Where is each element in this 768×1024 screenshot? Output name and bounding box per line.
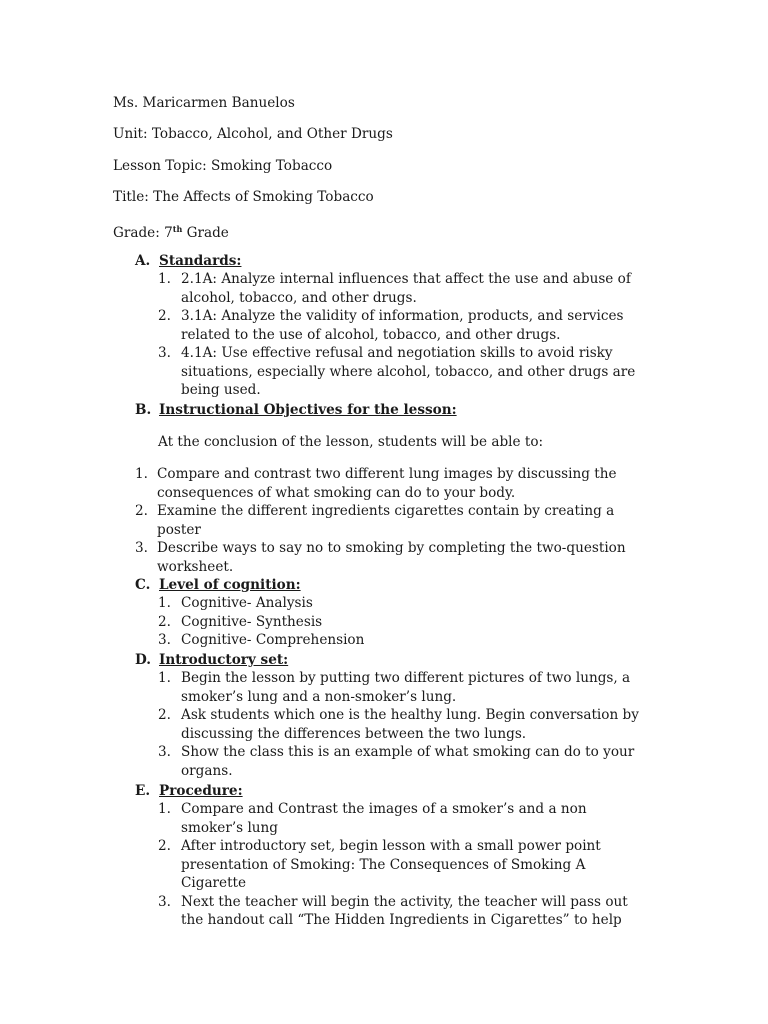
section-title: Level of cognition:	[159, 577, 301, 593]
list-item	[158, 613, 695, 632]
item-text: 4.1A: Use effective refusal and negotiation skills to avoid risky situations, especially where alcohol, tobacco, and other drugs are being used.	[181, 345, 636, 398]
section-standards	[135, 252, 695, 400]
item-text: 3.1A: Analyze the validity of information, products, and services related to the use of alcohol, tobacco, and other drugs.	[181, 308, 624, 343]
grade-prefix: Grade: 7	[113, 225, 173, 241]
item-text: Describe ways to say no to smoking by completing the two-question worksheet.	[157, 540, 626, 575]
title-line: Title: The Affects of Smoking Tobacco	[113, 189, 374, 205]
item-text: Show the class this is an example of what smoking can do to your organs.	[181, 744, 635, 779]
section-heading	[135, 651, 695, 669]
list-item	[158, 837, 695, 893]
list-item	[158, 344, 695, 400]
section-title: Standards:	[159, 253, 242, 269]
teacher-name: Ms. Maricarmen Banuelos	[113, 95, 295, 111]
topic-line: Lesson Topic: Smoking Tobacco	[113, 158, 333, 174]
section-heading	[135, 782, 695, 800]
unit-line: Unit: Tobacco, Alcohol, and Other Drugs	[113, 126, 393, 142]
section-heading	[135, 252, 695, 270]
item-number: 1.	[158, 595, 171, 611]
item-number: 2.	[135, 503, 148, 519]
section-title: Instructional Objectives for the lesson:	[159, 402, 457, 418]
section-title: Introductory set:	[159, 652, 289, 668]
list-item	[158, 743, 695, 780]
item-number: 1.	[158, 271, 171, 287]
item-number: 3.	[158, 345, 171, 361]
item-number: 3.	[158, 744, 171, 760]
section-letter: C.	[135, 577, 151, 593]
item-number: 2.	[158, 613, 171, 630]
list-item	[135, 465, 695, 502]
grade-superscript: th	[172, 224, 183, 234]
introductory-list	[158, 669, 695, 780]
list-item	[135, 502, 695, 539]
item-number: 1.	[135, 466, 148, 482]
grade-line	[113, 220, 229, 242]
cognition-list	[158, 594, 695, 650]
item-text: 2.1A: Analyze internal influences that affect the use and abuse of alcohol, tobacco, and other drugs.	[181, 271, 631, 306]
objectives-intro: At the conclusion of the lesson, students will be able to:	[158, 434, 544, 450]
section-introductory-set	[135, 651, 695, 780]
section-letter: B.	[135, 402, 152, 418]
item-number: 1.	[158, 670, 171, 686]
item-number: 2.	[158, 707, 171, 723]
item-text: Next the teacher will begin the activity, the teacher will pass out the handout call “The Hidden Ingredients in Cigarettes” to help	[181, 893, 628, 928]
item-number: 2.	[158, 838, 171, 854]
section-letter: D.	[135, 652, 152, 668]
item-number: 3.	[135, 540, 148, 556]
list-item	[158, 594, 695, 613]
item-text: Cognitive- Comprehension	[181, 632, 365, 648]
objectives-list	[135, 465, 695, 576]
section-title: Procedure:	[159, 783, 243, 799]
list-item	[158, 631, 695, 650]
item-text: Examine the different ingredients cigarettes contain by creating a poster	[157, 503, 615, 538]
section-heading	[135, 576, 695, 594]
item-text: Begin the lesson by putting two different pictures of two lungs, a smoker’s lung and a non-smoker’s lung.	[181, 670, 631, 705]
item-number: 2.	[158, 308, 171, 324]
list-item	[158, 893, 695, 930]
list-item	[158, 669, 695, 706]
list-item	[158, 706, 695, 743]
procedure-list	[158, 800, 695, 930]
grade-suffix: Grade	[182, 225, 229, 241]
item-number: 1.	[158, 801, 171, 817]
item-text: After introductory set, begin lesson with a small power point presentation of Smoking: The Consequences of Smoking A Cigarette	[181, 838, 601, 891]
item-text: Ask students which one is the healthy lung. Begin conversation by discussing the differences between the two lungs.	[181, 707, 639, 742]
item-text: Compare and Contrast the images of a smoker’s and a non smoker’s lung	[181, 801, 587, 836]
section-heading	[135, 401, 695, 419]
list-item	[158, 270, 695, 307]
section-letter: E.	[135, 783, 151, 799]
item-text: Compare and contrast two different lung images by discussing the consequences of what smoking can do to your body.	[157, 466, 617, 501]
standards-list	[158, 270, 695, 400]
list-item	[158, 307, 695, 344]
section-procedure	[135, 782, 695, 930]
list-item	[135, 539, 695, 576]
item-text: Cognitive- Analysis	[181, 595, 313, 611]
section-cognition	[135, 576, 695, 650]
section-objectives	[135, 401, 695, 576]
list-item	[158, 800, 695, 837]
section-letter: A.	[135, 253, 151, 269]
item-number: 3.	[158, 893, 171, 910]
item-text: Cognitive- Synthesis	[181, 613, 323, 630]
item-number: 3.	[158, 632, 171, 648]
